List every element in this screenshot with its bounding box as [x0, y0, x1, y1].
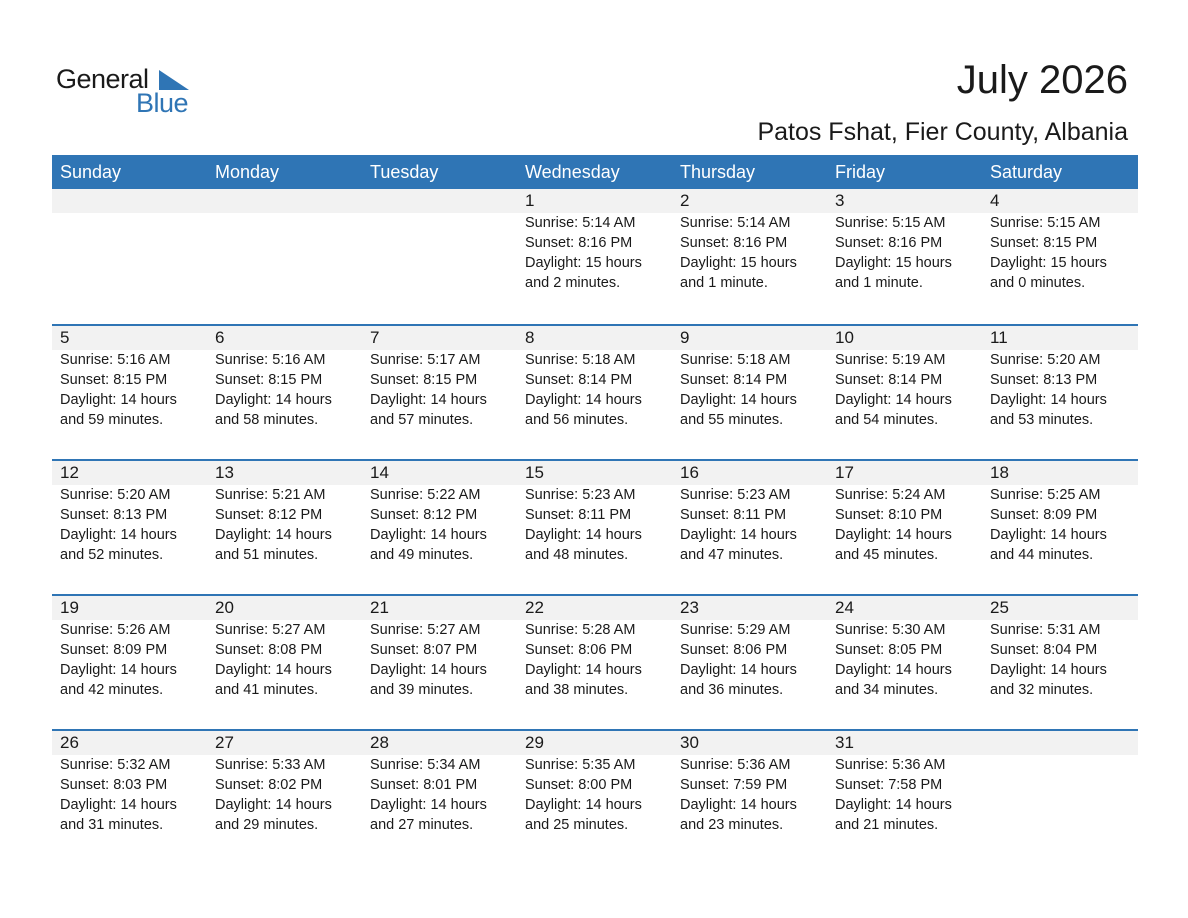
- sunset-text: Sunset: 8:12 PM: [370, 507, 478, 523]
- sunset-text: Sunset: 8:15 PM: [990, 235, 1098, 251]
- sunrise-text: Sunrise: 5:27 AM: [370, 622, 481, 638]
- day-cell: [827, 461, 982, 565]
- sunset-text: Sunset: 8:06 PM: [680, 642, 788, 658]
- daylight-minutes-text: and 1 minute.: [680, 275, 768, 291]
- daylight-text: [215, 253, 362, 273]
- day-number: 9: [680, 328, 690, 347]
- daylight-text: Daylight: 15 hours: [835, 255, 952, 271]
- sunset-text: Sunset: 8:11 PM: [680, 507, 787, 523]
- weekday-sunday: Sunday: [60, 162, 122, 182]
- sunrise-text: Sunrise: 5:29 AM: [680, 622, 791, 638]
- daylight-text: Daylight: 15 hours: [990, 255, 1107, 271]
- day-number: 25: [990, 598, 1009, 617]
- daylight-text: Daylight: 14 hours: [215, 527, 332, 543]
- day-cell: [207, 326, 362, 430]
- day-cell: [517, 461, 672, 565]
- daylight-text: Daylight: 14 hours: [835, 662, 952, 678]
- daylight-minutes-text: [990, 815, 1137, 835]
- daylight-minutes-text: and 23 minutes.: [680, 817, 784, 833]
- sunset-text: Sunset: 8:08 PM: [215, 642, 323, 658]
- sunset-text: Sunset: 8:09 PM: [60, 642, 168, 658]
- day-cell: [982, 596, 1137, 700]
- sunset-text: Sunset: 8:15 PM: [370, 372, 478, 388]
- sunset-text: Sunset: 8:14 PM: [525, 372, 633, 388]
- week-cells: [52, 326, 1138, 430]
- week-cells: [52, 189, 1138, 293]
- daylight-text: Daylight: 14 hours: [835, 392, 952, 408]
- daylight-text: [60, 253, 207, 273]
- daylight-text: Daylight: 14 hours: [215, 662, 332, 678]
- daylight-text: Daylight: 14 hours: [990, 527, 1107, 543]
- daylight-text: Daylight: 14 hours: [835, 527, 952, 543]
- sunrise-text: [370, 213, 517, 233]
- day-number: 24: [835, 598, 854, 617]
- day-number: [215, 189, 362, 213]
- sunrise-text: Sunrise: 5:22 AM: [370, 487, 481, 503]
- day-number: 22: [525, 598, 544, 617]
- daylight-minutes-text: and 38 minutes.: [525, 682, 629, 698]
- sunset-text: Sunset: 8:05 PM: [835, 642, 943, 658]
- sunrise-text: Sunrise: 5:15 AM: [990, 215, 1101, 231]
- logo-blue-text: Blue: [136, 88, 189, 118]
- sunrise-text: Sunrise: 5:19 AM: [835, 352, 946, 368]
- day-cell: [672, 731, 827, 835]
- daylight-minutes-text: and 42 minutes.: [60, 682, 164, 698]
- weekday-header: [52, 155, 1138, 189]
- daylight-minutes-text: and 52 minutes.: [60, 547, 164, 563]
- day-cell: [982, 189, 1137, 293]
- page-title: July 2026: [956, 58, 1128, 102]
- sunrise-text: Sunrise: 5:28 AM: [525, 622, 636, 638]
- daylight-text: Daylight: 15 hours: [680, 255, 797, 271]
- day-cell: [982, 461, 1137, 565]
- sunrise-text: Sunrise: 5:17 AM: [370, 352, 481, 368]
- daylight-text: Daylight: 14 hours: [680, 662, 797, 678]
- day-cell: [517, 731, 672, 835]
- daylight-minutes-text: and 29 minutes.: [215, 817, 319, 833]
- day-cell: [517, 326, 672, 430]
- day-number: 15: [525, 463, 544, 482]
- sunset-text: Sunset: 8:04 PM: [990, 642, 1098, 658]
- daylight-minutes-text: and 44 minutes.: [990, 547, 1094, 563]
- sunrise-text: Sunrise: 5:18 AM: [680, 352, 791, 368]
- day-cell: [672, 461, 827, 565]
- sunset-text: Sunset: 8:15 PM: [60, 372, 168, 388]
- daylight-text: Daylight: 14 hours: [370, 392, 487, 408]
- daylight-minutes-text: and 34 minutes.: [835, 682, 939, 698]
- daylight-minutes-text: and 32 minutes.: [990, 682, 1094, 698]
- daylight-minutes-text: and 53 minutes.: [990, 412, 1094, 428]
- day-number: 29: [525, 733, 544, 752]
- sunset-text: Sunset: 8:12 PM: [215, 507, 323, 523]
- weekday-thursday: Thursday: [680, 162, 756, 182]
- daylight-minutes-text: and 0 minutes.: [990, 275, 1086, 291]
- sunrise-text: Sunrise: 5:20 AM: [990, 352, 1101, 368]
- day-cell: [362, 596, 517, 700]
- daylight-minutes-text: and 39 minutes.: [370, 682, 474, 698]
- day-number: 13: [215, 463, 234, 482]
- sunrise-text: Sunrise: 5:21 AM: [215, 487, 326, 503]
- sunset-text: Sunset: 8:14 PM: [835, 372, 943, 388]
- daylight-text: Daylight: 14 hours: [990, 662, 1107, 678]
- day-number: 26: [60, 733, 79, 752]
- logo-general-text: General: [56, 64, 149, 94]
- sunset-text: Sunset: 8:03 PM: [60, 777, 168, 793]
- day-number: 16: [680, 463, 699, 482]
- day-number: 12: [60, 463, 79, 482]
- daylight-minutes-text: and 47 minutes.: [680, 547, 784, 563]
- day-cell: [207, 731, 362, 835]
- day-cell: [52, 189, 207, 293]
- logo: [56, 64, 196, 120]
- daylight-minutes-text: and 55 minutes.: [680, 412, 784, 428]
- daylight-minutes-text: [370, 273, 517, 293]
- day-number: 1: [525, 191, 535, 210]
- day-cell: [517, 596, 672, 700]
- day-cell: [52, 731, 207, 835]
- daylight-minutes-text: and 45 minutes.: [835, 547, 939, 563]
- day-number: [370, 189, 517, 213]
- daylight-text: Daylight: 14 hours: [525, 797, 642, 813]
- sunset-text: Sunset: 8:13 PM: [60, 507, 168, 523]
- daylight-text: Daylight: 14 hours: [370, 662, 487, 678]
- daylight-minutes-text: and 54 minutes.: [835, 412, 939, 428]
- weekday-saturday: Saturday: [990, 162, 1063, 182]
- week-cells: [52, 596, 1138, 700]
- sunrise-text: Sunrise: 5:24 AM: [835, 487, 946, 503]
- daylight-text: Daylight: 14 hours: [60, 527, 177, 543]
- daylight-text: Daylight: 14 hours: [215, 797, 332, 813]
- daylight-text: Daylight: 14 hours: [680, 797, 797, 813]
- daylight-text: Daylight: 14 hours: [680, 392, 797, 408]
- daylight-text: Daylight: 14 hours: [990, 392, 1107, 408]
- sunset-text: Sunset: 8:02 PM: [215, 777, 323, 793]
- location-subtitle: Patos Fshat, Fier County, Albania: [757, 118, 1128, 146]
- sunset-text: Sunset: 8:14 PM: [680, 372, 788, 388]
- day-number: 3: [835, 191, 845, 210]
- sunrise-text: Sunrise: 5:35 AM: [525, 757, 636, 773]
- day-cell: [362, 326, 517, 430]
- sunrise-text: [60, 213, 207, 233]
- daylight-minutes-text: and 59 minutes.: [60, 412, 164, 428]
- sunset-text: Sunset: 8:09 PM: [990, 507, 1098, 523]
- week-row: [52, 594, 1138, 729]
- day-cell: [827, 596, 982, 700]
- sunset-text: Sunset: 8:15 PM: [215, 372, 323, 388]
- day-number: 20: [215, 598, 234, 617]
- sunset-text: Sunset: 7:58 PM: [835, 777, 943, 793]
- sunrise-text: Sunrise: 5:23 AM: [680, 487, 791, 503]
- day-number: 18: [990, 463, 1009, 482]
- daylight-text: Daylight: 15 hours: [525, 255, 642, 271]
- sunset-text: Sunset: 8:13 PM: [990, 372, 1098, 388]
- sunrise-text: Sunrise: 5:26 AM: [60, 622, 171, 638]
- daylight-minutes-text: and 31 minutes.: [60, 817, 164, 833]
- week-cells: [52, 461, 1138, 565]
- sunrise-text: Sunrise: 5:36 AM: [680, 757, 791, 773]
- day-number: 8: [525, 328, 535, 347]
- day-cell: [827, 189, 982, 293]
- weekday-wednesday: Wednesday: [525, 162, 620, 182]
- day-cell: [827, 731, 982, 835]
- day-number: [990, 731, 1137, 755]
- week-cells: [52, 731, 1138, 835]
- day-number: 27: [215, 733, 234, 752]
- daylight-minutes-text: and 1 minute.: [835, 275, 923, 291]
- sunrise-text: Sunrise: 5:33 AM: [215, 757, 326, 773]
- week-row: [52, 729, 1138, 864]
- daylight-text: Daylight: 14 hours: [215, 392, 332, 408]
- sunset-text: Sunset: 8:01 PM: [370, 777, 478, 793]
- day-number: 17: [835, 463, 854, 482]
- sunset-text: [990, 775, 1137, 795]
- sunrise-text: Sunrise: 5:27 AM: [215, 622, 326, 638]
- sunset-text: Sunset: 8:10 PM: [835, 507, 943, 523]
- daylight-minutes-text: and 48 minutes.: [525, 547, 629, 563]
- sunset-text: Sunset: 8:11 PM: [525, 507, 632, 523]
- daylight-text: Daylight: 14 hours: [60, 392, 177, 408]
- sunrise-text: [990, 755, 1137, 775]
- daylight-text: Daylight: 14 hours: [370, 527, 487, 543]
- sunset-text: Sunset: 8:16 PM: [835, 235, 943, 251]
- day-number: 5: [60, 328, 70, 347]
- daylight-text: Daylight: 14 hours: [680, 527, 797, 543]
- day-number: 4: [990, 191, 1000, 210]
- daylight-text: Daylight: 14 hours: [525, 392, 642, 408]
- week-row: [52, 324, 1138, 459]
- week-row: [52, 189, 1138, 324]
- weekday-friday: Friday: [835, 162, 886, 182]
- daylight-minutes-text: and 57 minutes.: [370, 412, 474, 428]
- sunset-text: [370, 233, 517, 253]
- daylight-text: Daylight: 14 hours: [60, 797, 177, 813]
- sunrise-text: Sunrise: 5:30 AM: [835, 622, 946, 638]
- day-number: 19: [60, 598, 79, 617]
- calendar: [52, 155, 1138, 864]
- daylight-minutes-text: and 41 minutes.: [215, 682, 319, 698]
- daylight-minutes-text: [60, 273, 207, 293]
- daylight-minutes-text: and 58 minutes.: [215, 412, 319, 428]
- daylight-text: Daylight: 14 hours: [525, 662, 642, 678]
- day-number: 10: [835, 328, 854, 347]
- sunrise-text: Sunrise: 5:36 AM: [835, 757, 946, 773]
- day-number: 30: [680, 733, 699, 752]
- day-cell: [207, 189, 362, 293]
- day-number: 7: [370, 328, 380, 347]
- sunset-text: Sunset: 8:16 PM: [525, 235, 633, 251]
- day-cell: [672, 326, 827, 430]
- daylight-text: Daylight: 14 hours: [370, 797, 487, 813]
- sunrise-text: Sunrise: 5:20 AM: [60, 487, 171, 503]
- sunrise-text: Sunrise: 5:14 AM: [525, 215, 636, 231]
- sunset-text: Sunset: 8:16 PM: [680, 235, 788, 251]
- sunrise-text: Sunrise: 5:34 AM: [370, 757, 481, 773]
- sunset-text: [215, 233, 362, 253]
- sunrise-text: Sunrise: 5:18 AM: [525, 352, 636, 368]
- day-cell: [827, 326, 982, 430]
- day-number: 28: [370, 733, 389, 752]
- sunset-text: Sunset: 8:00 PM: [525, 777, 633, 793]
- daylight-text: Daylight: 14 hours: [525, 527, 642, 543]
- daylight-minutes-text: and 49 minutes.: [370, 547, 474, 563]
- day-cell: [207, 596, 362, 700]
- sunrise-text: Sunrise: 5:14 AM: [680, 215, 791, 231]
- daylight-minutes-text: and 21 minutes.: [835, 817, 939, 833]
- day-cell: [362, 461, 517, 565]
- sunrise-text: Sunrise: 5:15 AM: [835, 215, 946, 231]
- day-number: 31: [835, 733, 854, 752]
- day-number: 23: [680, 598, 699, 617]
- sunset-text: Sunset: 7:59 PM: [680, 777, 788, 793]
- sunset-text: [60, 233, 207, 253]
- day-cell: [52, 596, 207, 700]
- sunset-text: Sunset: 8:06 PM: [525, 642, 633, 658]
- daylight-minutes-text: [215, 273, 362, 293]
- daylight-minutes-text: and 25 minutes.: [525, 817, 629, 833]
- day-cell: [52, 461, 207, 565]
- daylight-minutes-text: and 2 minutes.: [525, 275, 621, 291]
- sunrise-text: [215, 213, 362, 233]
- day-cell: [52, 326, 207, 430]
- sunrise-text: Sunrise: 5:23 AM: [525, 487, 636, 503]
- daylight-text: [370, 253, 517, 273]
- day-cell: [672, 189, 827, 293]
- sunrise-text: Sunrise: 5:16 AM: [215, 352, 326, 368]
- weekday-tuesday: Tuesday: [370, 162, 439, 182]
- day-cell: [982, 731, 1137, 835]
- daylight-minutes-text: and 51 minutes.: [215, 547, 319, 563]
- day-number: 11: [990, 328, 1008, 347]
- sunrise-text: Sunrise: 5:16 AM: [60, 352, 171, 368]
- day-number: 21: [370, 598, 389, 617]
- sunrise-text: Sunrise: 5:25 AM: [990, 487, 1101, 503]
- day-cell: [362, 731, 517, 835]
- day-cell: [982, 326, 1137, 430]
- sunset-text: Sunset: 8:07 PM: [370, 642, 478, 658]
- logo-triangle-icon: [159, 70, 189, 90]
- day-number: 6: [215, 328, 225, 347]
- day-cell: [207, 461, 362, 565]
- day-number: 2: [680, 191, 690, 210]
- week-row: [52, 459, 1138, 594]
- weekday-monday: Monday: [215, 162, 280, 182]
- sunrise-text: Sunrise: 5:32 AM: [60, 757, 171, 773]
- day-number: 14: [370, 463, 389, 482]
- sunrise-text: Sunrise: 5:31 AM: [990, 622, 1101, 638]
- daylight-text: Daylight: 14 hours: [60, 662, 177, 678]
- daylight-text: Daylight: 14 hours: [835, 797, 952, 813]
- day-cell: [672, 596, 827, 700]
- weeks-container: [52, 189, 1138, 864]
- daylight-minutes-text: and 27 minutes.: [370, 817, 474, 833]
- daylight-minutes-text: and 36 minutes.: [680, 682, 784, 698]
- daylight-minutes-text: and 56 minutes.: [525, 412, 629, 428]
- day-number: [60, 189, 207, 213]
- daylight-text: [990, 795, 1137, 815]
- day-cell: [362, 189, 517, 293]
- day-cell: [517, 189, 672, 293]
